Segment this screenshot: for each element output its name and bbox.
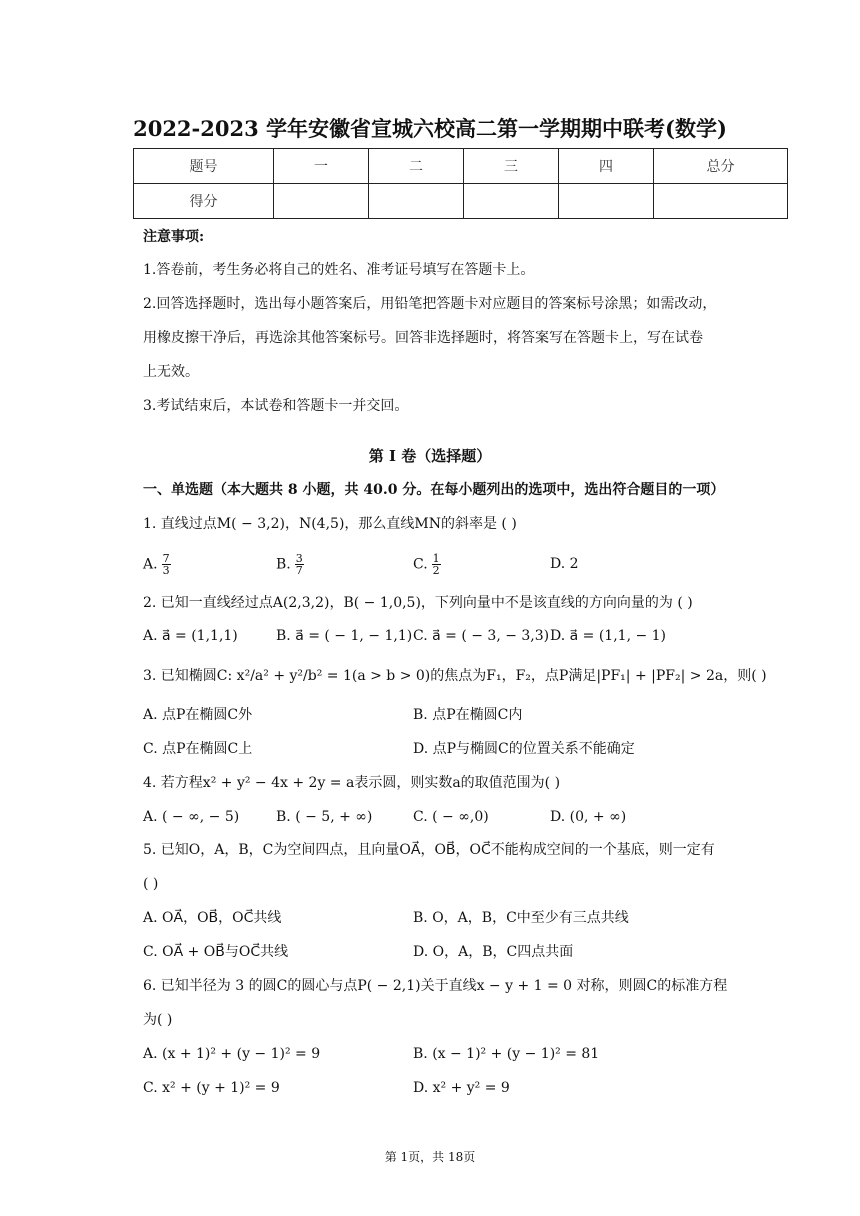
option-d: D. x² + y² = 9 (413, 1080, 510, 1096)
score-cell (559, 184, 654, 219)
table-header-cell: 题号 (134, 149, 274, 184)
option-c: C. $\frac{1}{2}$ (413, 552, 440, 577)
score-cell (654, 184, 788, 219)
option-d: D. (0, + ∞) (550, 809, 627, 825)
row-label-cell: 得分 (134, 184, 274, 219)
option-a: A. $\frac{7}{3}$ (143, 552, 170, 577)
note-item: 上无效。 (143, 364, 199, 380)
score-cell (274, 184, 369, 219)
option-b: B. (x − 1)² + (y − 1)² = 81 (413, 1046, 600, 1062)
question-stem: 4. 若方程x² + y² − 4x + 2y = a表示圆，则实数a的取值范围为( ) (143, 775, 561, 791)
option-b: B. $\frac{3}{7}$ (276, 552, 303, 577)
option-d: D. a⃗ = (1,1, − 1) (550, 628, 667, 644)
table-header-cell: 三 (464, 149, 559, 184)
question-stem: 1. 直线过点M( − 3,2)，N(4,5)，那么直线MN的斜率是 ( ) (143, 516, 517, 532)
page-footer: 第 1页，共 18页 (384, 1150, 476, 1164)
note-item: 1.答卷前，考生务必将自己的姓名、准考证号填写在答题卡上。 (143, 262, 535, 278)
score-cell (369, 184, 464, 219)
option-b: B. a⃗ = ( − 1, − 1,1) (276, 628, 413, 644)
table-header-cell: 二 (369, 149, 464, 184)
option-a: A. OA⃗，OB⃗，OC⃗共线 (143, 910, 282, 926)
table-header-cell: 总分 (654, 149, 788, 184)
option-c: C. x² + (y + 1)² = 9 (143, 1080, 280, 1096)
score-cell (464, 184, 559, 219)
option-d: D. 2 (550, 556, 579, 572)
option-c: C. OA⃗ + OB⃗与OC⃗共线 (143, 944, 289, 960)
table-row (134, 149, 788, 184)
score-table (133, 148, 788, 219)
note-item: 用橡皮擦干净后，再选涂其他答案标号。回答非选择题时，将答案写在答题卡上，写在试卷 (143, 330, 703, 346)
option-a: A. (x + 1)² + (y − 1)² = 9 (143, 1046, 321, 1062)
notes-heading: 注意事项: (143, 229, 205, 245)
option-b: B. ( − 5, + ∞) (276, 809, 373, 825)
option-c: C. 点P在椭圆C上 (143, 741, 253, 757)
option-a: A. 点P在椭圆C外 (143, 707, 253, 723)
note-item: 3.考试结束后，本试卷和答题卡一并交回。 (143, 398, 409, 414)
question-stem-continued: 为( ) (143, 1012, 173, 1028)
volume-heading: 第 I 卷（选择题） (368, 447, 492, 465)
note-item: 2.回答选择题时，选出每小题答案后，用铅笔把答题卡对应题目的答案标号涂黑；如需改动， (143, 296, 717, 312)
option-d: D. O，A，B，C四点共面 (413, 944, 574, 960)
option-b: B. 点P在椭圆C内 (413, 707, 523, 723)
table-row (134, 184, 788, 219)
question-stem: 2. 已知一直线经过点A(2,3,2)，B( − 1,0,5)，下列向量中不是该直线的方向向量的为 ( ) (143, 595, 693, 611)
option-c: C. ( − ∞,0) (413, 809, 489, 825)
question-stem-continued: ( ) (143, 876, 159, 892)
page-title: 2022-2023 学年安徽省宣城六校高二第一学期期中联考(数学) (133, 116, 727, 141)
question-stem: 5. 已知O，A，B，C为空间四点，且向量OA⃗，OB⃗，OC⃗不能构成空间的一个基底，则一定有 (143, 842, 715, 858)
section-heading: 一、单选题（本大题共 8 小题，共 40.0 分。在每小题列出的选项中，选出符合题目的一项） (143, 482, 725, 498)
option-b: B. O，A，B，C中至少有三点共线 (413, 910, 629, 926)
option-a: A. a⃗ = (1,1,1) (143, 628, 238, 644)
table-header-cell: 一 (274, 149, 369, 184)
question-stem: 6. 已知半径为 3 的圆C的圆心与点P( − 2,1)关于直线x − y + 1 = 0 对称，则圆C的标准方程 (143, 978, 728, 994)
question-stem: 3. 已知椭圆C: x²/a² + y²/b² = 1(a > b > 0)的焦点为F₁，F₂，点P满足|PF₁| + |PF₂| > 2a，则( ) (143, 668, 767, 684)
table-header-cell: 四 (559, 149, 654, 184)
option-a: A. ( − ∞, − 5) (143, 809, 240, 825)
option-c: C. a⃗ = ( − 3, − 3,3) (413, 628, 550, 644)
option-d: D. 点P与椭圆C的位置关系不能确定 (413, 741, 635, 757)
